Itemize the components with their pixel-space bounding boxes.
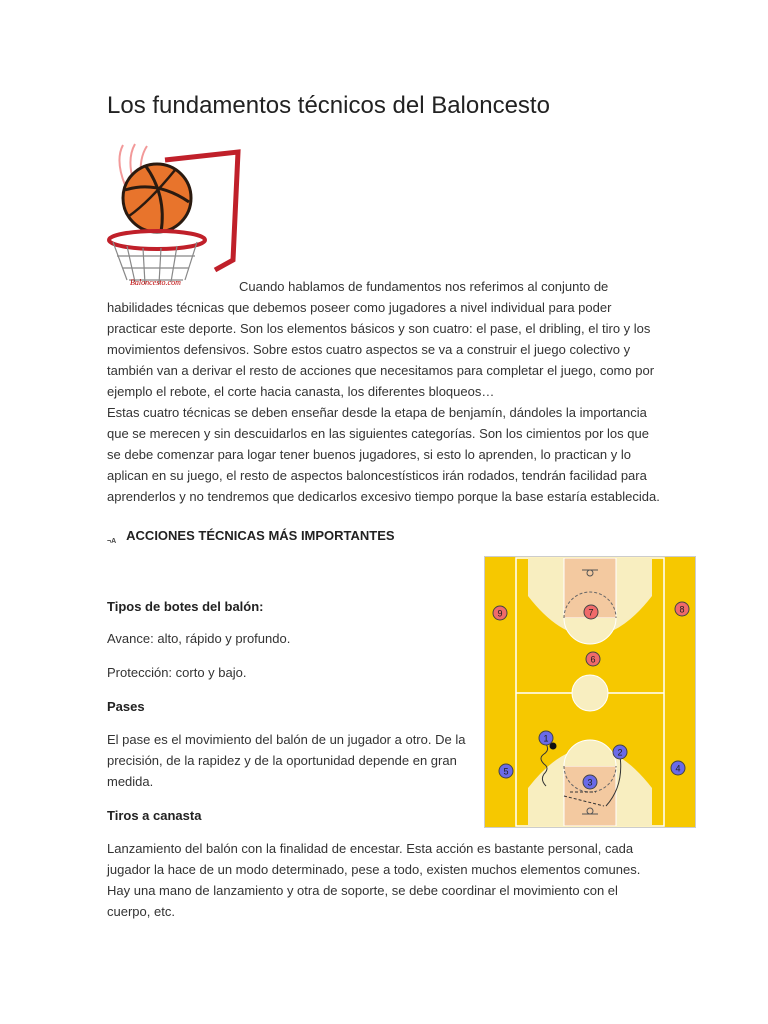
intro-text: Cuando hablamos de fundamentos nos referimos al conjunto de habilidades técnicas que debemos poseer como jugadores a nivel individual para poder practicar este deporte. Son los elementos básicos y son cuatro: el pase, el dribling, el tiro y los movimientos defensivos. Sobre estos cuatro aspectos se va a construir el juego colectivo y también van a derivar el resto de acciones que necesitamos para completar el juego, como por ejemplo el rebote, el corte hacia canasta, los diferentes bloqueos… [107, 279, 655, 399]
player-blue-4 [671, 761, 685, 775]
avance-text: Avance: alto, rápido y profundo. [107, 631, 291, 646]
logo-caption: Baloncesto.com [130, 278, 181, 287]
player-blue-2 [613, 745, 627, 759]
svg-text:9: 9 [497, 608, 503, 619]
tiros-text: Lanzamiento del balón con la finalidad de encestar. Esta acción es bastante personal, cada jugador la hace de un modo determinado, pese a todo, existen muchos elementos comunes. Hay una mano de lanzamiento y otra de soporte, se debe coordinar el movimiento con el cuerpo, etc. [107, 841, 641, 919]
player-red-9 [493, 606, 507, 620]
pases-text: El pase es el movimiento del balón de un jugador a otro. De la precisión, de la rapidez y de la oportunidad depende en gran medida. [107, 732, 466, 789]
svg-text:8: 8 [679, 604, 685, 615]
pases-heading: Pases [107, 699, 145, 714]
player-blue-3 [583, 775, 597, 789]
botes-heading: Tipos de botes del balón: [107, 599, 264, 614]
svg-text:3: 3 [587, 777, 593, 788]
player-red-6 [586, 652, 600, 666]
svg-text:6: 6 [590, 654, 596, 665]
player-blue-5 [499, 764, 513, 778]
svg-text:7: 7 [588, 607, 594, 618]
svg-text:1: 1 [543, 733, 549, 744]
player-red-8 [675, 602, 689, 616]
tiros-heading: Tiros a canasta [107, 808, 202, 823]
svg-text:5: 5 [503, 766, 509, 777]
acciones-heading-text: ACCIONES TÉCNICAS MÁS IMPORTANTES [126, 528, 395, 543]
player-red-7 [584, 605, 598, 619]
svg-text:2: 2 [617, 747, 623, 758]
basketball-logo-image [105, 140, 245, 290]
proteccion-text: Protección: corto y bajo. [107, 665, 247, 680]
acciones-heading [107, 528, 395, 545]
intro-paragraph [107, 276, 663, 402]
svg-text:4: 4 [675, 763, 681, 774]
basketball-court-diagram [484, 556, 696, 828]
player-blue-1 [539, 731, 553, 745]
second-paragraph: Estas cuatro técnicas se deben enseñar desde la etapa de benjamín, dándoles la importancia que se merecen y sin descuidarlos en las siguientes categorías. Son los cimientos por los que se debe comenzar para logar tener buenos jugadores, si esto lo aprenden, lo practican y lo aplican en su juego, el resto de aspectos baloncestísticos irán rodados, tendrán facilidad para aprenderlos y no tendremos que dedicarlos excesivo tiempo porque la base estaría establecida. [107, 405, 660, 504]
page-title: Los fundamentos técnicos del Baloncesto [107, 92, 550, 119]
bullet-marker: ¬A [107, 538, 117, 545]
